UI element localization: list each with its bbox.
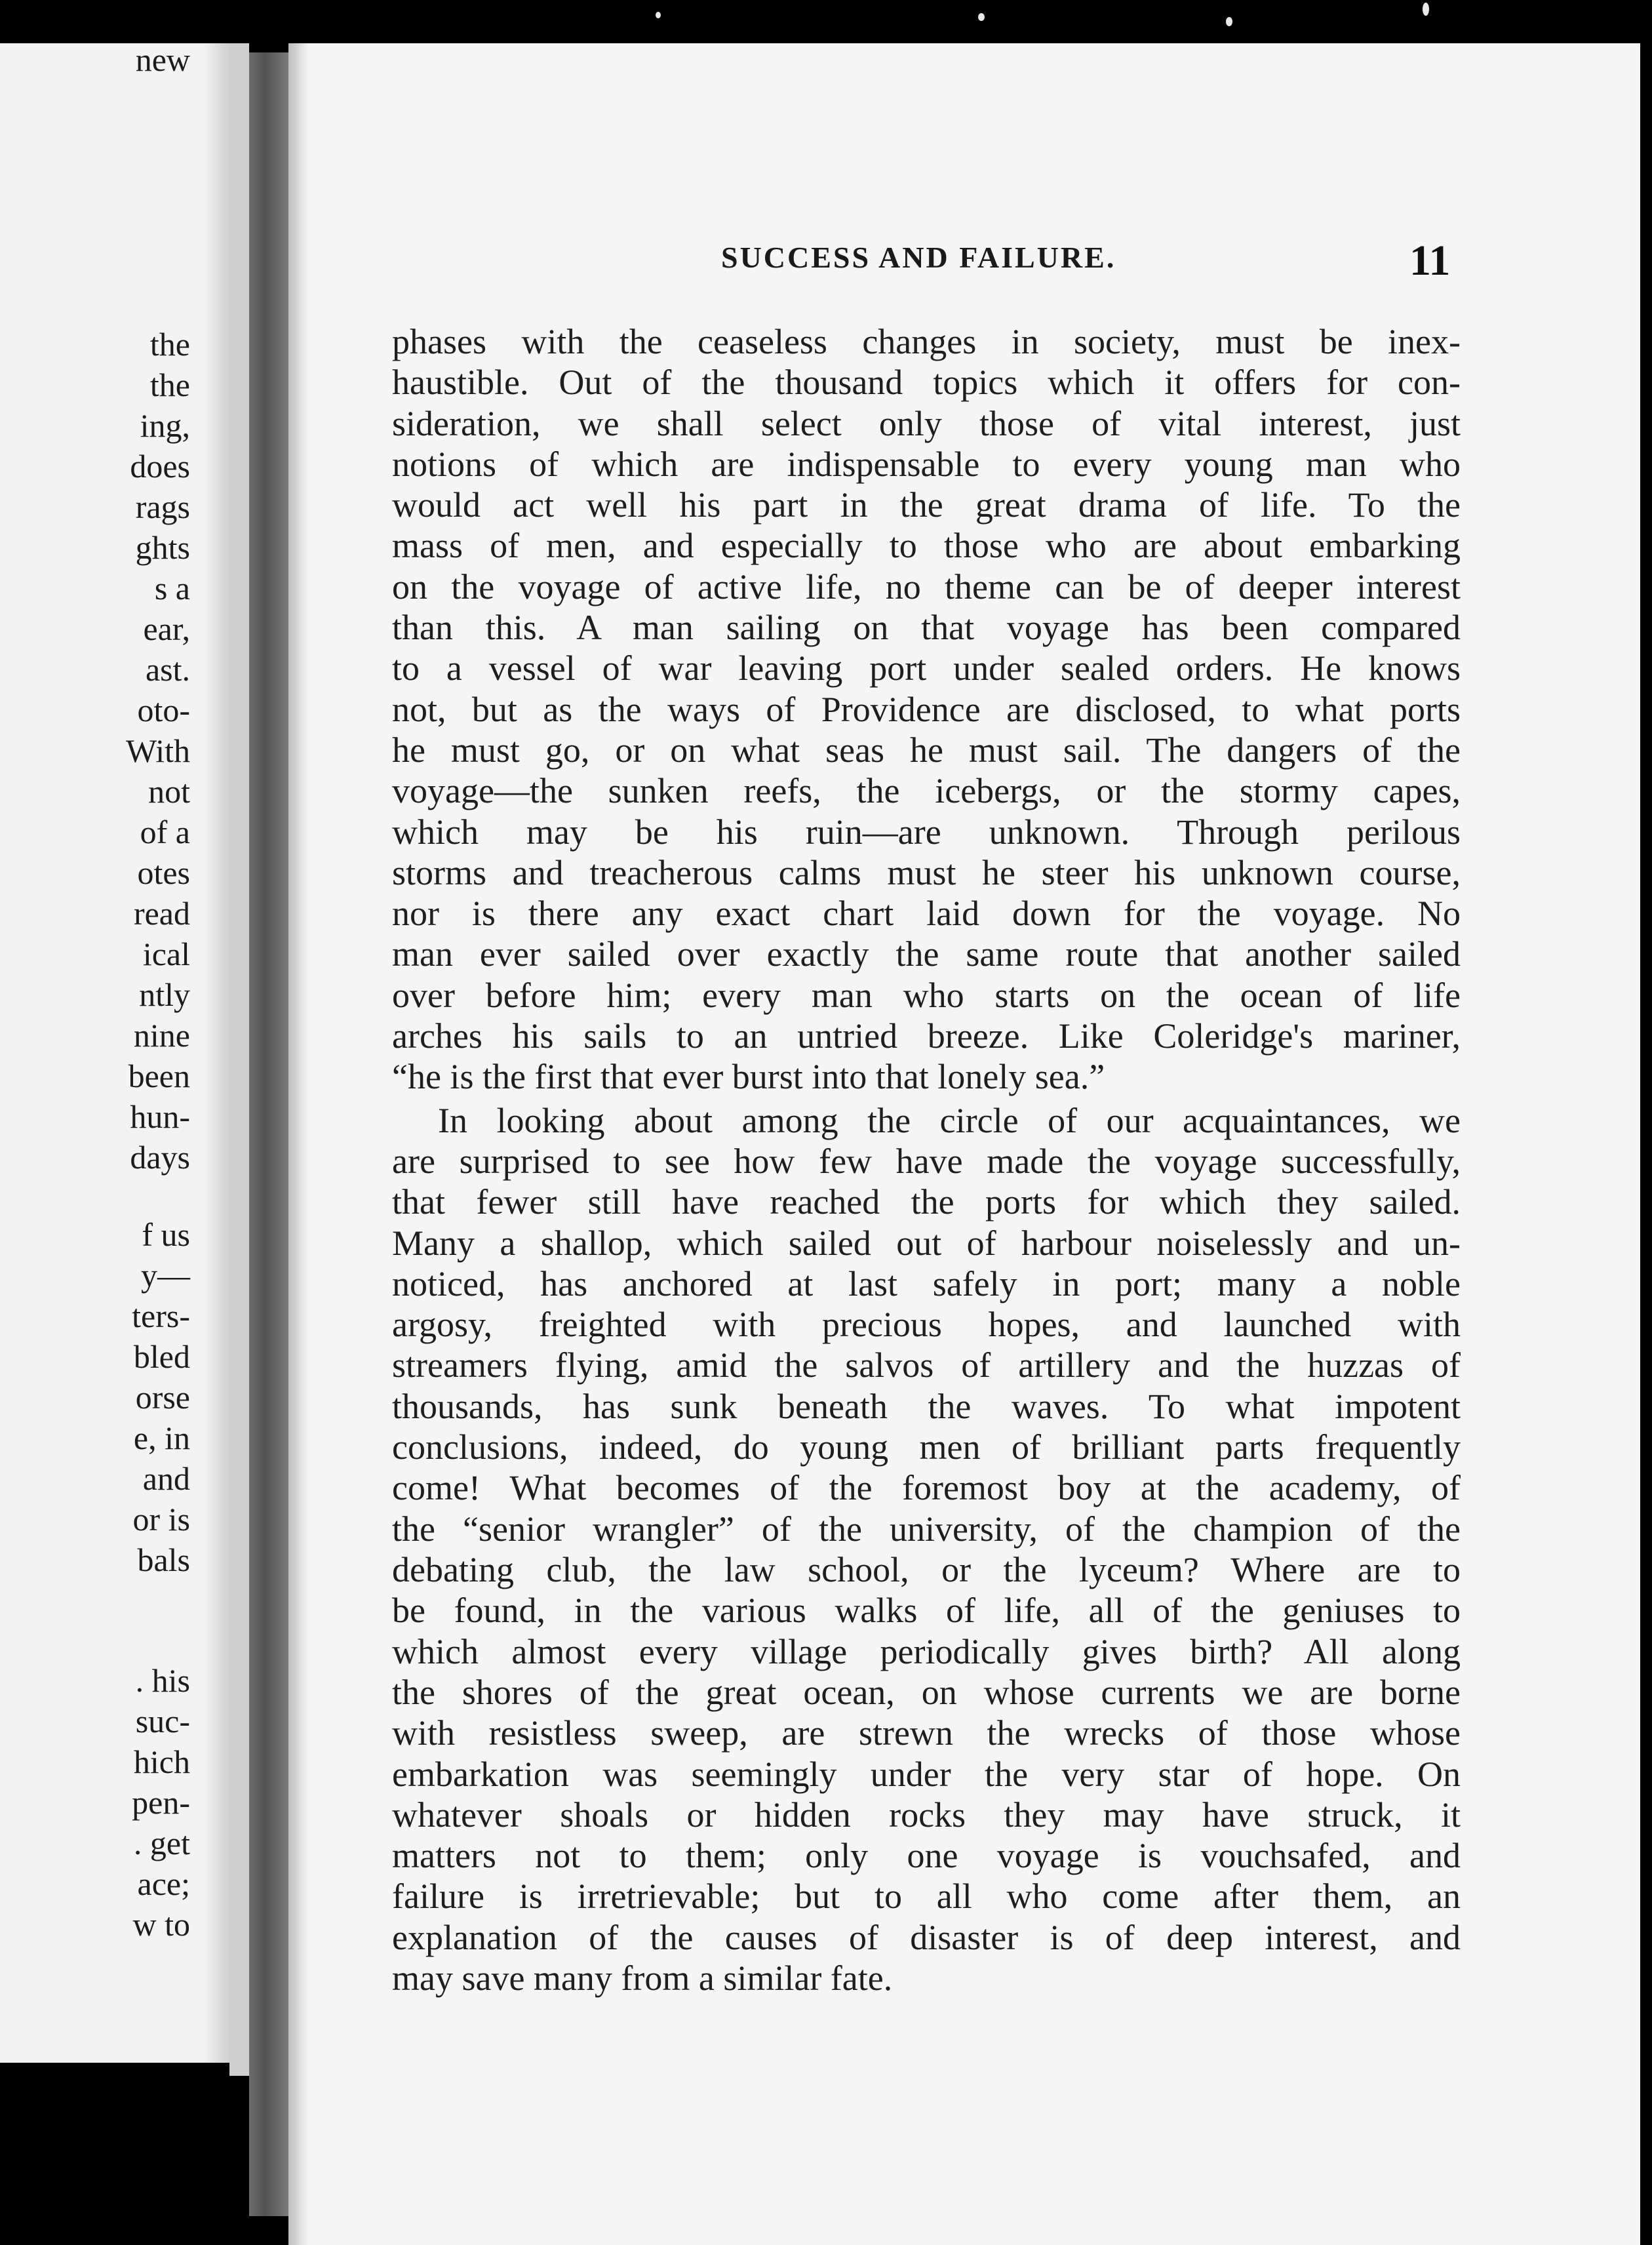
body-line: which may be his ruin—are unknown. Through perilous	[392, 812, 1461, 852]
body-line: nor is there any exact chart laid down for the voyage. No	[392, 894, 1461, 933]
left-page-line: ntly	[139, 976, 190, 1013]
body-line: haustible. Out of the thousand topics which it offers for con-	[392, 363, 1461, 402]
gutter-shadow	[249, 52, 288, 2216]
body-line: storms and treacherous calms must he steer his unknown course,	[392, 853, 1461, 892]
left-page-line: nine	[133, 1017, 190, 1054]
body-line: voyage—the sunken reefs, the icebergs, or the stormy capes,	[392, 771, 1461, 810]
gutter-light	[229, 43, 249, 2076]
body-line: mass of men, and especially to those who are about embarking	[392, 526, 1461, 565]
left-page-line: new	[135, 41, 190, 78]
left-page-line: e, in	[133, 1420, 190, 1456]
left-page-line: rags	[135, 488, 190, 525]
left-page-line: w to	[132, 1906, 190, 1943]
body-line: notions of which are indispensable to every young man who	[392, 445, 1461, 484]
left-page-line: ters-	[132, 1298, 190, 1334]
body-line: not, but as the ways of Providence are disclosed, to what ports	[392, 690, 1461, 729]
body-line: noticed, has anchored at last safely in port; many a noble	[392, 1264, 1461, 1303]
left-page-line: . his	[135, 1662, 190, 1699]
scan-speck	[656, 12, 661, 18]
body-line: to a vessel of war leaving port under sealed orders. He knows	[392, 648, 1461, 688]
body-line: over before him; every man who starts on the ocean of life	[392, 976, 1461, 1015]
left-page-line: ical	[142, 936, 190, 972]
body-line: which almost every village periodically gives birth? All along	[392, 1632, 1461, 1671]
body-line: “he is the first that ever burst into that lonely sea.”	[392, 1057, 1105, 1096]
left-page-line: orse	[135, 1379, 190, 1416]
body-line: debating club, the law school, or the lyceum? Where are to	[392, 1550, 1461, 1589]
left-page-line: s a	[154, 570, 190, 606]
body-line: would act well his part in the great drama of life. To the	[392, 485, 1461, 525]
body-line: on the voyage of active life, no theme can be of deeper interest	[392, 567, 1461, 606]
left-page-line: otes	[137, 854, 190, 891]
body-line: thousands, has sunk beneath the waves. To what impotent	[392, 1387, 1461, 1426]
left-page	[0, 43, 229, 2063]
body-line: In looking about among the circle of our acquaintances, we	[438, 1101, 1461, 1140]
right-page-inner-shadow	[288, 43, 308, 2245]
scan-speck	[978, 13, 985, 21]
left-page-line: the	[149, 326, 190, 363]
body-line: Many a shallop, which sailed out of harbour noiselessly and un-	[392, 1223, 1461, 1263]
left-page-edge-shadow	[203, 43, 229, 2063]
left-page-line: the	[149, 367, 190, 403]
body-line: embarkation was seemingly under the very star of hope. On	[392, 1755, 1461, 1794]
left-page-line: and	[142, 1460, 190, 1497]
left-page-line: . get	[133, 1825, 190, 1861]
left-page-line: With	[126, 732, 190, 769]
left-page-line: bled	[133, 1338, 190, 1375]
body-line: are surprised to see how few have made the voyage successfully,	[392, 1142, 1461, 1181]
left-page-line: y—	[141, 1257, 190, 1294]
body-line: be found, in the various walks of life, all of the geniuses to	[392, 1591, 1461, 1630]
left-page-line: f us	[142, 1216, 190, 1253]
running-head: SUCCESS AND FAILURE.	[721, 241, 1116, 274]
left-page-line: does	[130, 448, 190, 485]
body-line: the “senior wrangler” of the university, of the champion of the	[392, 1509, 1461, 1549]
body-line: may save many from a similar fate.	[392, 1958, 893, 1998]
body-line: the shores of the great ocean, on whose currents we are borne	[392, 1673, 1461, 1712]
left-page-line: pen-	[132, 1784, 190, 1821]
left-page-line: ing,	[140, 407, 190, 444]
scan-right-border	[1640, 0, 1652, 2245]
left-page-line: days	[130, 1139, 190, 1176]
left-page-line: bals	[137, 1541, 190, 1578]
body-line: he must go, or on what seas he must sail. The dangers of the	[392, 730, 1461, 770]
left-page-line: read	[133, 895, 190, 932]
left-page-line: suc-	[135, 1703, 190, 1739]
body-line: argosy, freighted with precious hopes, and launched with	[392, 1305, 1461, 1344]
body-line: explanation of the causes of disaster is of deep interest, and	[392, 1918, 1461, 1957]
body-line: arches his sails to an untried breeze. Like Coleridge's mariner,	[392, 1016, 1461, 1056]
left-page-line: or is	[132, 1501, 190, 1538]
body-line: than this. A man sailing on that voyage has been compared	[392, 608, 1461, 647]
left-page-line: ghts	[135, 529, 190, 566]
left-page-line: ear,	[143, 610, 190, 647]
left-page-line: hun-	[130, 1098, 190, 1135]
page-number: 11	[1409, 237, 1451, 285]
body-line: that fewer still have reached the ports for which they sailed.	[392, 1182, 1461, 1222]
body-line: conclusions, indeed, do young men of brilliant parts frequently	[392, 1427, 1461, 1467]
scan-speck	[1226, 17, 1232, 26]
body-line: with resistless sweep, are strewn the wrecks of those whose	[392, 1713, 1461, 1753]
body-line: streamers flying, amid the salvos of artillery and the huzzas of	[392, 1345, 1461, 1385]
body-line: phases with the ceaseless changes in society, must be inex-	[392, 322, 1461, 361]
left-page-line: ace;	[137, 1865, 190, 1902]
left-page-line: been	[128, 1058, 190, 1094]
body-line: failure is irretrievable; but to all who come after them, an	[392, 1877, 1461, 1916]
left-page-line: oto-	[137, 692, 190, 728]
body-line: come! What becomes of the foremost boy at the academy, of	[392, 1468, 1461, 1507]
scan-speck	[1423, 3, 1429, 16]
body-line: whatever shoals or hidden rocks they may have struck, it	[392, 1795, 1461, 1835]
body-line: sideration, we shall select only those of vital interest, just	[392, 404, 1461, 443]
left-page-line: not	[148, 773, 190, 810]
left-page-line: hich	[133, 1743, 190, 1780]
left-page-line: of a	[140, 814, 190, 850]
body-line: matters not to them; only one voyage is vouchsafed, and	[392, 1836, 1461, 1875]
left-page-line: ast.	[145, 651, 190, 688]
body-line: man ever sailed over exactly the same route that another sailed	[392, 934, 1461, 974]
